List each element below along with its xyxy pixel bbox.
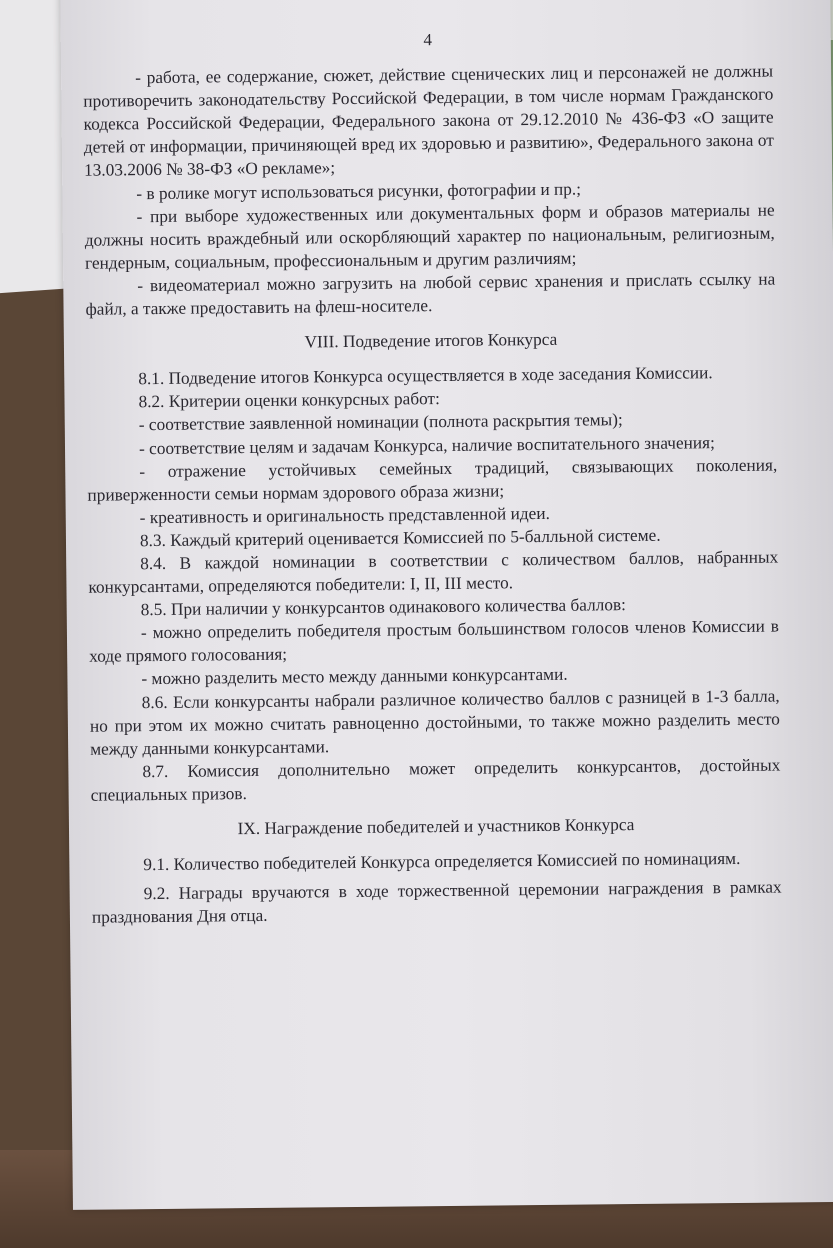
paragraph: - креативность и оригинальность представленной идеи. — [139, 503, 550, 527]
paragraph: - соответствие целям и задачам Конкурса, наличие воспитательного значения; — [138, 432, 715, 458]
paragraph: - при выборе художественных или документальных форм и образов материалы не должны носить враждебный или оскорбляющий характер по национальным, религиозным, гендерным, социальным, профессиональным и другим различиям; — [84, 200, 775, 273]
document-content — [83, 25, 782, 930]
paragraph: - видеоматериал можно загрузить на любой сервис хранения и прислать ссылку на файл, а также предоставить на флеш-носителе. — [85, 269, 776, 319]
document-page — [60, 0, 833, 1210]
page-number: 4 — [423, 30, 433, 50]
paragraph: 8.4. В каждой номинации в соответствии с количеством баллов, набранных конкурсантами, определяются победители: I, II, III место. — [88, 547, 779, 597]
paragraph: 8.3. Каждый критерий оценивается Комиссией по 5-балльной системе. — [139, 525, 661, 551]
paragraph: 8.6. Если конкурсанты набрали различное количество баллов с разницей в 1-3 балла, но при этом их можно считать равноценно достойными, то также можно разделить место между данными конкурсантами. — [89, 686, 780, 759]
section-heading: VIII. Подведение итогов Конкурса — [304, 329, 558, 352]
section-heading: IX. Награждение победителей и участников Конкурса — [237, 815, 635, 839]
paragraph: 9.1. Количество победителей Конкурса определяется Комиссией по номинациям. — [143, 849, 741, 875]
paragraph: - соответствие заявленной номинации (полнота раскрытия темы); — [138, 410, 623, 435]
paragraph: 8.7. Комиссия дополнительно может определить конкурсантов, достойных специальных призов. — [90, 755, 781, 805]
paragraph: 8.1. Подведение итогов Конкурса осуществляется в ходе заседания Комиссии. — [138, 363, 713, 389]
paragraph: 9.2. Награды вручаются в ходе торжественной церемонии награждения в рамках празднования Дня отца. — [91, 877, 782, 927]
paragraph: - можно разделить место между данными конкурсантами. — [141, 665, 568, 689]
paragraph: - отражение устойчивых семейных традиций, связывающих поколения, приверженности семьи нормам здорового образа жизни; — [87, 455, 778, 505]
paragraph: 8.2. Критерии оценки конкурсных работ: — [138, 389, 440, 412]
paragraph: - работа, ее содержание, сюжет, действие сценических лиц и персонажей не должны противоречить законодательству Российской Федерации, в том числе нормам Гражданского кодекса Российской Федерации, Федерального закона от 29.12.2010 № 436-ФЗ «О защите детей от информации, причиняющей вред их здоровью и развитию», Федерального закона от 13.03.2006 № 38-ФЗ «О рекламе»; — [83, 61, 774, 181]
paragraph: - можно определить победителя простым большинством голосов членов Комиссии в ходе прямого голосования; — [89, 616, 780, 667]
paragraph: 8.5. При наличии у конкурсантов одинакового количества баллов: — [140, 595, 626, 620]
paragraph: - в ролике могут использоваться рисунки, фотографии и пр.; — [136, 179, 582, 203]
